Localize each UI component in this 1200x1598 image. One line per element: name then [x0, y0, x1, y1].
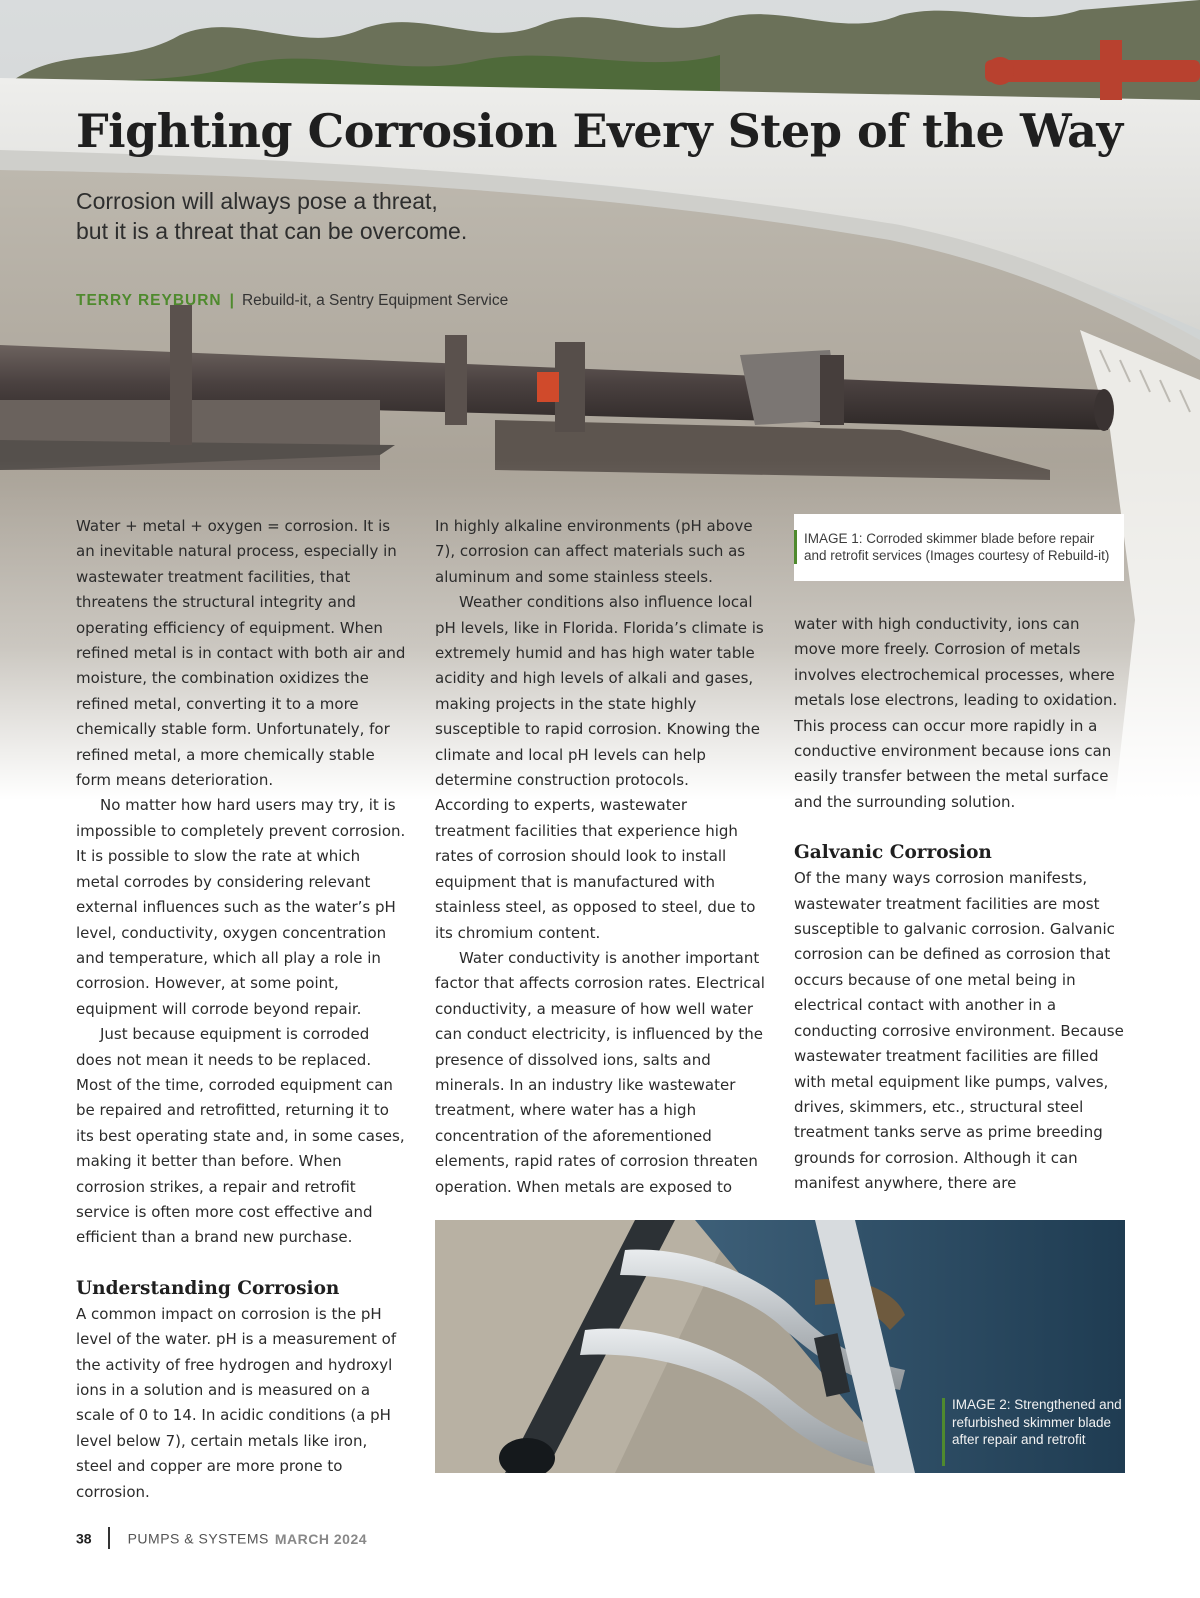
page-number: 38 [76, 1530, 92, 1547]
body-column-3 [794, 612, 1124, 1197]
article-title: Fighting Corrosion Every Step of the Way [76, 104, 1123, 158]
subtitle-line-1: Corrosion will always pose a threat, [76, 188, 438, 214]
section-heading-galvanic-corrosion: Galvanic Corrosion [794, 842, 992, 864]
paragraph: Weather conditions also influence local pH levels, like in Florida. Florida’s climate is extremely humid and has high water table acidity and high levels of alkali and gases, making projects in the state highly susceptible to rapid corrosion. Knowing the climate and local pH levels can help determine construction protocols. According to experts, wastewater treatment facilities that experience high rates of corrosion should look to install equipment that is manufactured with stainless steel, as opposed to steel, due to its chromium content. [435, 593, 764, 942]
paragraph: Water + metal + oxygen = corrosion. It is an inevitable natural process, especially in wastewater treatment facilities, that threatens the structural integrity and operating efficiency of equipment. When refined metal is in contact with both air and moisture, the combination oxidizes the refined metal, converting it to a more chemically stable form. Unfortunately, for refined metal, a more chemically stable form means deterioration. [76, 517, 406, 790]
caption-accent-bar [794, 530, 797, 564]
paragraph: water with high conductivity, ions can move more freely. Corrosion of metals involves electrochemical processes, where metals lose electrons, leading to oxidation. This process can occur more rapidly in a conductive environment because ions can easily transfer between the metal surface and the surrounding solution. [794, 615, 1118, 811]
image-1-caption: IMAGE 1: Corroded skimmer blade before repair and retrofit services (Images courtesy of Rebuild-it) [804, 531, 1110, 563]
paragraph: Of the many ways corrosion manifests, wastewater treatment facilities are most susceptible to galvanic corrosion. Galvanic corrosion can be defined as corrosion that occurs because of one metal being in electrical contact with another in a conducting corrosive environment. Because wastewater treatment facilities are filled with metal equipment like pumps, valves, drives, skimmers, etc., structural steel treatment tanks serve as prime breeding grounds for corrosion. Although it can manifest anywhere, there are [794, 869, 1124, 1193]
body-column-2 [435, 514, 765, 1200]
article-subtitle [76, 186, 596, 246]
image-2-caption-box [952, 1396, 1122, 1449]
subtitle-line-2: but it is a threat that can be overcome. [76, 218, 468, 244]
paragraph: Water conductivity is another important factor that affects corrosion rates. Electrical conductivity, a measure of how well water can conduct electricity, is influenced by the presence of dissolved ions, salts and minerals. In an industry like wastewater treatment, where water has a high concentration of the aforementioned elements, rapid rates of corrosion threaten operation. When metals are exposed to [435, 948, 765, 1196]
author-name: TERRY REYBURN [76, 292, 222, 309]
caption-accent-bar [942, 1398, 945, 1466]
author-affiliation: Rebuild-it, a Sentry Equipment Service [241, 292, 509, 309]
footer-divider [108, 1527, 110, 1549]
publication-name: PUMPS & SYSTEMS [127, 1530, 269, 1547]
paragraph: Just because equipment is corroded does not mean it needs to be replaced. Most of the time, corroded equipment can be repaired and retrofitted, returning it to its best operating state and, in some cases, making it better than before. When corrosion strikes, a repair and retrofit service is often more cost effective and efficient than a brand new purchase. [76, 1025, 405, 1247]
section-heading-understanding-corrosion: Understanding Corrosion [76, 1277, 340, 1299]
image-1-caption-box [794, 514, 1124, 581]
byline-separator: | [229, 292, 234, 309]
body-column-1 [76, 514, 406, 1505]
byline [76, 292, 508, 310]
paragraph: No matter how hard users may try, it is impossible to completely prevent corrosion. It is possible to slow the rate at which metal corrodes by considering relevant external influences such as the water’s pH level, conductivity, oxygen concentration and temperature, which all play a role in corrosion. However, at some point, equipment will corrode beyond repair. [76, 796, 406, 1018]
image-2-caption: IMAGE 2: Strengthened and refurbished skimmer blade after repair and retrofit [952, 1397, 1122, 1447]
page-footer [76, 1529, 367, 1551]
paragraph: In highly alkaline environments (pH above 7), corrosion can affect materials such as aluminum and some stainless steels. [435, 517, 753, 586]
issue-date: MARCH 2024 [274, 1530, 368, 1547]
paragraph: A common impact on corrosion is the pH level of the water. pH is a measurement of the activity of free hydrogen and hydroxyl ions in a solution and is measured on a scale of 0 to 14. In acidic conditions (a pH level below 7), certain metals like iron, steel and copper are more prone to corrosion. [76, 1304, 397, 1501]
